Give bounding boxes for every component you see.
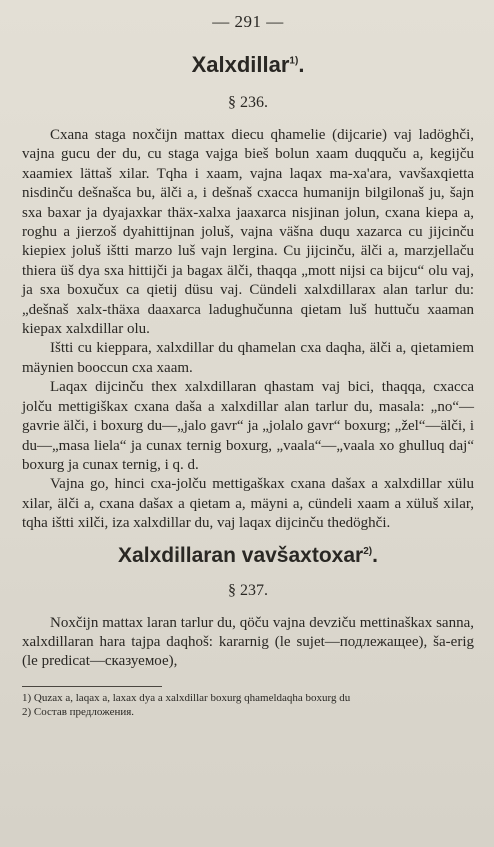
paragraph: Laqax dijcinču thex xalxdillaran qhastam vaj bici, thaqqa, cxacca jolču mettigiškax cxana daša a xalxdillar alan tarlur du, masala: „no“—gavrie älči, i boxurg du—„jalo gavr“ ja „jolalo gavr“ boxurg; „žel“—älči, i du—„masa liela“ ja cunax ternig boxurg, „vaala“—„vaala xo ghulluq daj“ boxurg ja cunax ternig, i q. d. — [22, 379, 474, 473]
paragraph: Cxana staga noxčijn mattax diecu qhamelie (dijcarie) vaj ladöghči, vajna gucu der du, cu staga vajga bieš bolun xaam duqquču a, kegijču xaamiex lättaš xilar. Tqha i xaam, vajna laqax ma-xa'ara, vavšaxqietta nisdinču dešnašca bu, älči a, i dešnaš cxacca humanijn bilgilonaš ju, šajn sxa baxar ja dyajaxkar thäx-xalxa jaaxarca nisjinan jolun, cxana kiepa a, roghu a jierzoš dyahittijnan joluš, vajna väšna duqu xazarca cu jijcinču kiepiex joluš ištti marzo luš vajn lergina. Cu jijcinču, älči a, marzjellaču thiera üš dya sxa hittijči ja bagax älči, thaqqa „mott nijsi ca bijcu“ olu vaj, ja sxa boxučux ca qietij düsu vaj. Cündeli xalxdillarax alan tarlur du: „dešnaš xalx-thäxa daaxarca ladughučunna qietam luš huttuču xaaman kiepax xalxdillar olu. — [22, 127, 474, 338]
paragraph: Vajna go, hinci cxa-jolču mettigaškax cxana dašax a xalxdillar xülu xilar, älči a, cxana dašax a qietam a, mäyni a, cündeli xaam a xüluš xilar, tqha ištti xilči, iza xalxdillar du, vaj laqax dijcinču thedöghči. — [22, 476, 474, 532]
chapter-title: Xalxdillar$^{1)}$. — [191, 52, 305, 77]
page-number: — 291 — — [212, 12, 284, 31]
chapter-note-mark: 1) — [289, 55, 299, 67]
section-title: Xalxdillaran vavšaxtoxar$^{2)}$. — [118, 543, 378, 567]
footnote: 2) Состав предложения. — [22, 705, 135, 718]
footnote-divider — [22, 686, 162, 687]
section-title-text: Xalxdillaran vavšaxtoxar — [118, 543, 364, 567]
paragraph: Ištti cu kieppara, xalxdillar du qhamelan cxa daqha, älči a, qietamiem mäynien booccun cxa xaam. — [22, 340, 474, 376]
chapter-title-text: Xalxdillar — [191, 52, 290, 77]
section-note-mark: 2) — [363, 545, 373, 557]
section-number-237: § 237. — [228, 581, 268, 599]
paragraph: Noxčijn mattax laran tarlur du, qöču vajna devziču mettinaškax sanna, xalxdillaran hara tajpa daqhoš: kararnig (le sujet—подлежащее), ša-erig (le predicat—сказуемое), — [22, 614, 474, 670]
section-number-236: § 236. — [228, 94, 268, 111]
footnote: 1) Quzax a, laqax a, laxax dya a xalxdillar boxurg qhameldaqha boxurg du — [22, 691, 351, 704]
